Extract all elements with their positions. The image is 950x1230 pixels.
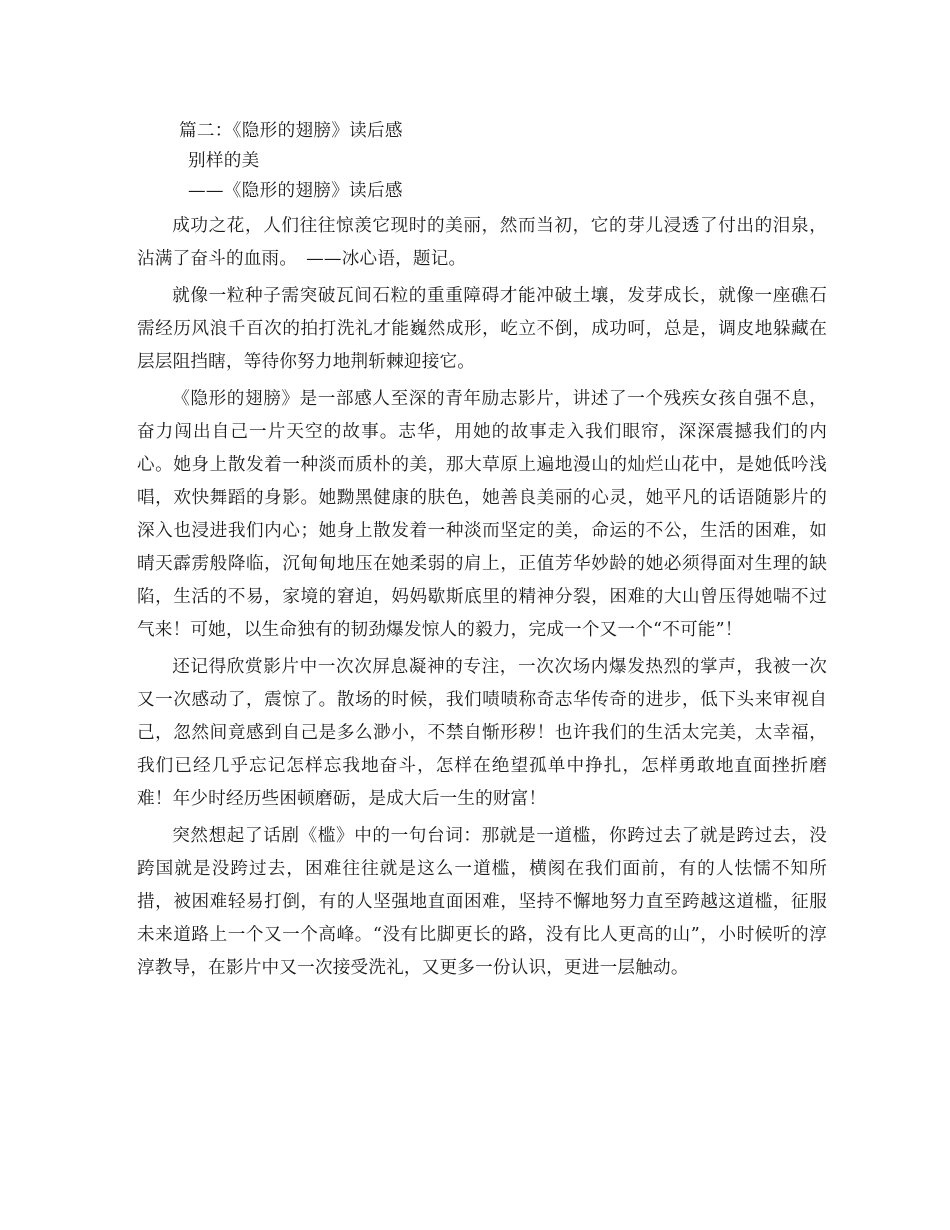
paragraph-epigraph: 成功之花，人们往往惊羡它现时的美丽，然而当初，它的芽儿浸透了付出的泪泉，沾满了奋斗的血雨。 ——冰心语，题记。 [137,216,827,269]
paragraph: 就像一粒种子需突破瓦间石粒的重重障碍才能冲破土壤，发芽成长，就像一座礁石需经历风浪千百次的拍打洗礼才能巍然成形，屹立不倒，成功呵，总是，调皮地躲藏在层层阻挡瞎，等待你努力地荆斩棘迎接它。 [137,286,827,372]
document-body [137,116,827,989]
paragraph: 还记得欣赏影片中一次次屏息凝神的专注，一次次场内爆发热烈的掌声，我被一次又一次感动了，震惊了。散场的时候，我们啧啧称奇志华传奇的进步，低下头来审视自己，忽然间竟感到自己是多么渺小，不禁自惭形秽！也许我们的生活太完美，太幸福，我们已经几乎忘记怎样忘我地奋斗，怎样在绝望孤单中挣扎，怎样勇敢地直面挫折磨难！年少时经历些困顿磨砺，是成大后一生的财富！ [137,657,827,809]
paragraph: 《隐形的翅膀》是一部感人至深的青年励志影片，讲述了一个残疾女孩自强不息，奋力闯出自己一片天空的故事。志华，用她的故事走入我们眼帘，深深震撼我们的内心。她身上散发着一种淡而质朴的美，那大草原上遍地漫山的灿烂山花中，是她低吟浅唱，欢快舞蹈的身影。她黝黑健康的肤色，她善良美丽的心灵，她平凡的话语随影片的深入也浸进我们内心；她身上散发着一种淡而坚定的美，命运的不公，生活的困难，如晴天霹雳般降临，沉甸甸地压在她柔弱的肩上，正值芳华妙龄的她必须得面对生理的缺陷，生活的不易，家境的窘迫，妈妈歇斯底里的精神分裂，困难的大山曾压得她喘不过气来！可她，以生命独有的韧劲爆发惊人的毅力，完成一个又一个“不可能”！ [137,389,827,640]
essay-title: 别样的美 [188,151,260,171]
section-heading: 篇二：《隐形的翅膀》读后感 [179,121,403,141]
essay-subtitle: ——《隐形的翅膀》读后感 [188,181,403,201]
paragraph: 突然想起了话剧《槛》中的一句台词：那就是一道槛，你跨过去了就是跨过去，没跨国就是没跨过去，困难往往就是这么一道槛，横阂在我们面前，有的人怯懦不知所措，被困难轻易打倒，有的人坚强地直面困难，坚持不懈地努力直至跨越这道槛，征服未来道路上一个又一个高峰。“没有比脚更长的路，没有比人更高的山”，小时候听的淳淳教导，在影片中又一次接受洗礼，又更多一份认识，更进一层触动。 [137,826,827,978]
